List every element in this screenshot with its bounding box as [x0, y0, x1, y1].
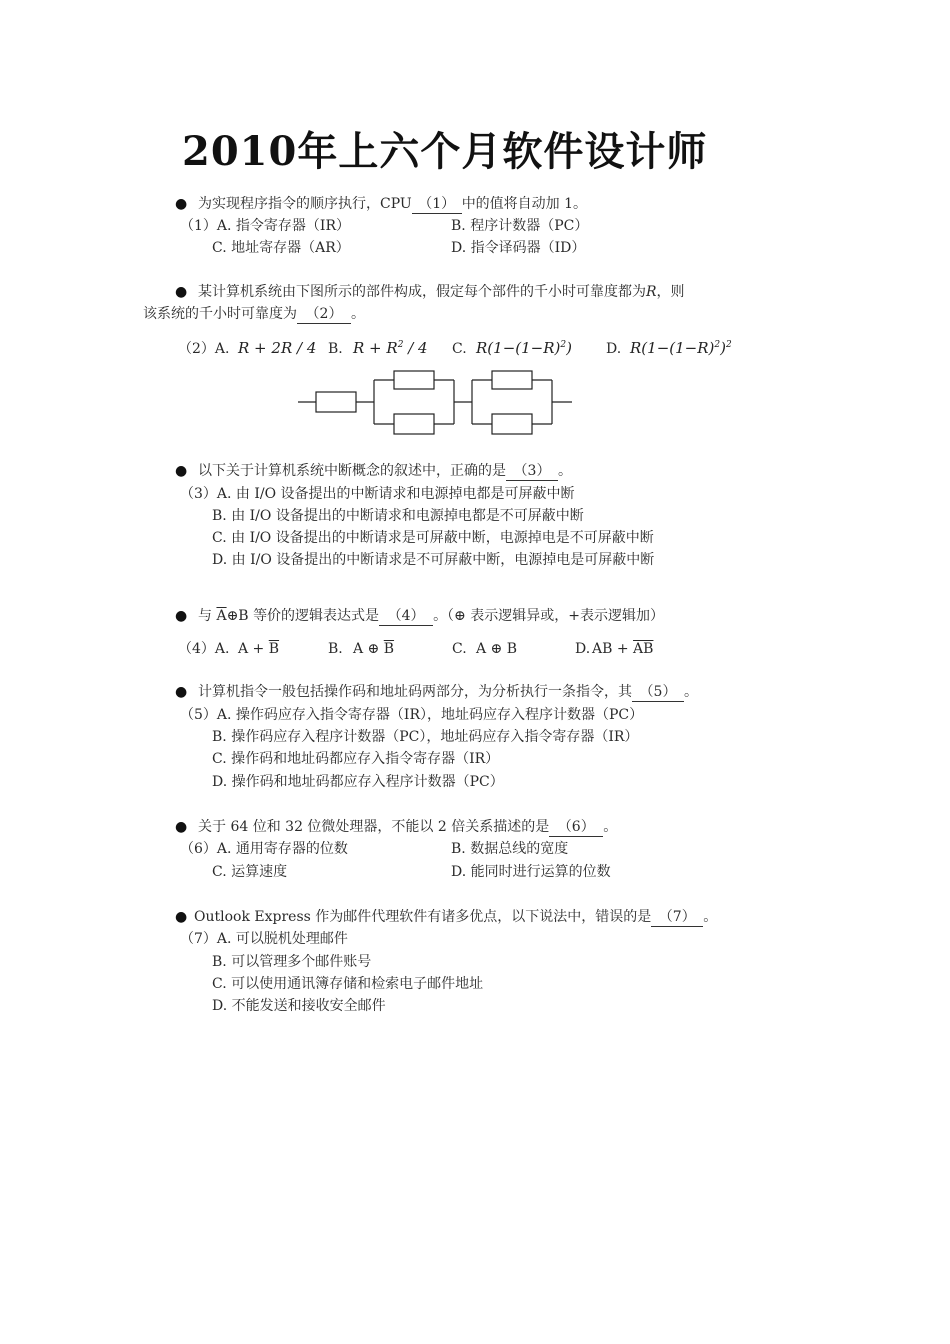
q3-option-c: C. 由 I/O 设备提出的中断请求是可屏蔽中断，电源掉电是不可屏蔽中断 — [212, 530, 654, 546]
question-5-stem: 计算机指令一般包括操作码和地址码两部分，为分析执行一条指令，其 （5） 。 — [198, 684, 698, 700]
q6-option-d: D. 能同时进行运算的位数 — [451, 864, 611, 880]
q5-option-c: C. 操作码和地址码都应存入指令寄存器（IR） — [212, 751, 500, 767]
bullet: ● — [175, 196, 188, 212]
question-2-stem-line2: 该系统的千小时可靠度为 （2） 。 — [143, 306, 365, 322]
q1-option-c: C. 地址寄存器（AR） — [212, 240, 350, 256]
q2-option-a: R + 2R / 4 — [238, 339, 317, 357]
q3-option-a: （3）A. 由 I/O 设备提出的中断请求和电源掉电都是可屏蔽中断 — [180, 486, 575, 502]
question-2-stem: 某计算机系统由下图所示的部件构成，假定每个部件的千小时可靠度都为R，则 — [198, 284, 685, 300]
question-3-stem: 以下关于计算机系统中断概念的叙述中，正确的是 （3） 。 — [198, 463, 572, 479]
q4-option-a: $A + \overline{B}$ — [238, 641, 280, 657]
bullet: ● — [175, 819, 188, 835]
answer-blank-1: （1） — [412, 196, 462, 214]
q2-option-c-label: C. — [452, 341, 467, 357]
question-7-stem: Outlook Express 作为邮件代理软件有诸多优点，以下说法中，错误的是 （7） 。 — [194, 909, 718, 925]
q3-option-b: B. 由 I/O 设备提出的中断请求和电源掉电都是不可屏蔽中断 — [212, 508, 584, 524]
bullet: ● — [175, 608, 188, 624]
q3-option-d: D. 由 I/O 设备提出的中断请求是不可屏蔽中断，电源掉电是可屏蔽中断 — [212, 552, 655, 568]
answer-blank-7: （7） — [651, 909, 703, 927]
q5-option-d: D. 操作码和地址码都应存入程序计数器（PC） — [212, 774, 504, 790]
q7-option-a: （7）A. 可以脱机处理邮件 — [180, 931, 348, 947]
answer-blank-3: （3） — [506, 463, 558, 481]
component-box — [492, 371, 532, 389]
q1-option-a: （1）A. 指令寄存器（IR） — [180, 218, 350, 234]
answer-blank-5: （5） — [632, 684, 684, 702]
q6-option-b: B. 数据总线的宽度 — [451, 841, 569, 857]
component-box — [492, 414, 532, 434]
answer-blank-4: （4） — [379, 608, 433, 626]
question-6-stem: 关于 64 位和 32 位微处理器，不能以 2 倍关系描述的是 （6） 。 — [198, 819, 618, 835]
answer-blank-6: （6） — [549, 819, 603, 837]
q2-option-b: $R + R^2 / 4$ — [353, 339, 428, 357]
q4-option-number: （4）A. — [178, 641, 230, 657]
q4-option-b: A ⊕ $\overline{B}$ — [353, 641, 395, 657]
q2-option-c: $R(1-(1-R)^2)$ — [476, 339, 572, 357]
q4-option-d: AB + $\overline{AB}$ — [592, 641, 654, 657]
bullet: ● — [175, 284, 188, 300]
component-box — [394, 414, 434, 434]
q4-option-c-label: C. — [452, 641, 467, 657]
bullet: ● — [175, 463, 188, 479]
q7-option-d: D. 不能发送和接收安全邮件 — [212, 998, 386, 1014]
q7-option-b: B. 可以管理多个邮件账号 — [212, 954, 372, 970]
q5-option-a: （5）A. 操作码应存入指令寄存器（IR），地址码应存入程序计数器（PC） — [180, 707, 644, 723]
q2-option-number: （2）A. — [178, 341, 230, 357]
q7-option-c: C. 可以使用通讯簿存储和检索电子邮件地址 — [212, 976, 484, 992]
question-1-stem: 为实现程序指令的顺序执行，CPU （1） 中的值将自动加 1。 — [198, 196, 588, 212]
answer-blank-2: （2） — [297, 306, 351, 324]
question-4-stem: 与 $\overline{A}\oplus B$ 等价的逻辑表达式是 （4） 。（⊕ 表示逻辑异或，+表示逻辑加） — [198, 608, 664, 624]
bullet: ● — [175, 909, 188, 925]
component-box — [394, 371, 434, 389]
q5-option-b: B. 操作码应存入程序计数器（PC），地址码应存入指令寄存器（IR） — [212, 729, 639, 745]
component-box — [316, 392, 356, 412]
q4-option-d-label: D. — [575, 641, 591, 657]
q4-option-c: A ⊕ B — [476, 641, 518, 657]
reliability-diagram — [296, 368, 576, 438]
q2-option-b-label: B. — [328, 341, 343, 357]
q2-option-d-label: D. — [606, 341, 622, 357]
q1-option-b: B. 程序计数器（PC） — [451, 218, 589, 234]
q6-option-a: （6）A. 通用寄存器的位数 — [180, 841, 348, 857]
q6-option-c: C. 运算速度 — [212, 864, 288, 880]
q1-option-d: D. 指令译码器（ID） — [451, 240, 586, 256]
q4-option-b-label: B. — [328, 641, 343, 657]
page-title: 2010年上六个月软件设计师 — [182, 128, 708, 175]
q2-option-d: $R(1-(1-R)^2)^2$ — [630, 339, 732, 357]
bullet: ● — [175, 684, 188, 700]
